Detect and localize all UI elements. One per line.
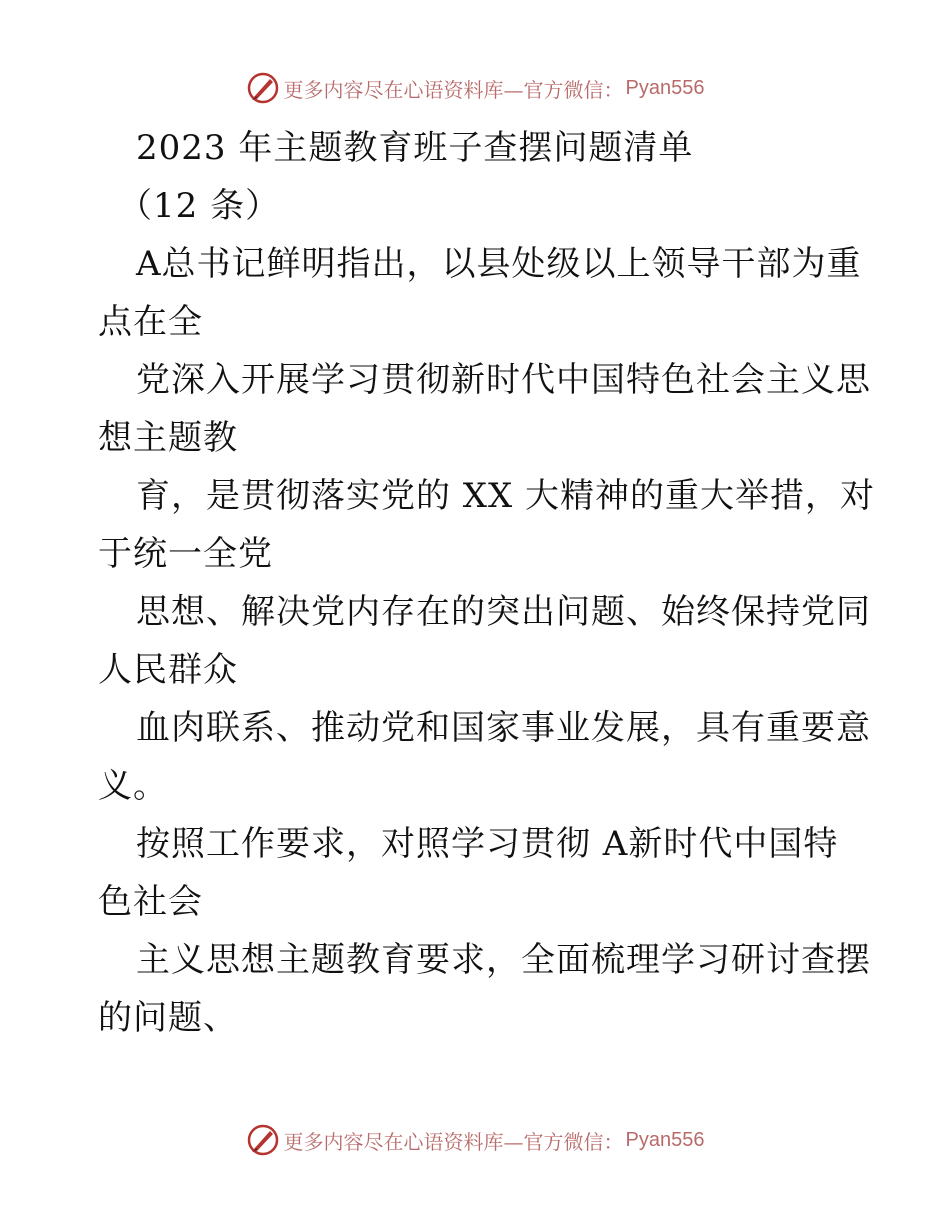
watermark-wechat-id: Pyan556 bbox=[625, 76, 705, 99]
document-subtitle: （12 条） bbox=[118, 186, 281, 226]
pen-logo-icon bbox=[246, 71, 280, 105]
text-line: 思想、解决党内存在的突出问题、始终保持党同 bbox=[136, 592, 871, 632]
text-line: 按照工作要求，对照学习贯彻 A新时代中国特 bbox=[136, 824, 839, 864]
watermark-text: 更多内容尽在心语资料库—官方微信： bbox=[283, 1129, 624, 1154]
text-line: 点在全 bbox=[98, 302, 203, 342]
watermark-wechat-id: Pyan556 bbox=[625, 1128, 705, 1151]
text-line: 血肉联系、推动党和国家事业发展，具有重要意 bbox=[136, 708, 871, 748]
text-line: 的问题、 bbox=[98, 998, 238, 1038]
text-line: 人民群众 bbox=[98, 650, 238, 690]
text-line: 党深入开展学习贯彻新时代中国特色社会主义思 bbox=[136, 360, 871, 400]
document-title: 2023 年主题教育班子查摆问题清单 bbox=[136, 128, 694, 168]
text-line: A总书记鲜明指出，以县处级以上领导干部为重 bbox=[136, 244, 862, 284]
text-line: 育，是贯彻落实党的 XX 大精神的重大举措，对 bbox=[136, 476, 876, 516]
text-line: 主义思想主题教育要求，全面梳理学习研讨查摆 bbox=[136, 940, 871, 980]
footer-watermark bbox=[0, 1120, 950, 1160]
text-line: 色社会 bbox=[98, 882, 203, 922]
text-line: 于统一全党 bbox=[98, 534, 273, 574]
pen-logo-icon bbox=[246, 1123, 280, 1157]
watermark-text: 更多内容尽在心语资料库—官方微信： bbox=[283, 77, 624, 102]
header-watermark bbox=[0, 68, 950, 108]
text-line: 义。 bbox=[98, 766, 168, 806]
text-line: 想主题教 bbox=[98, 418, 238, 458]
